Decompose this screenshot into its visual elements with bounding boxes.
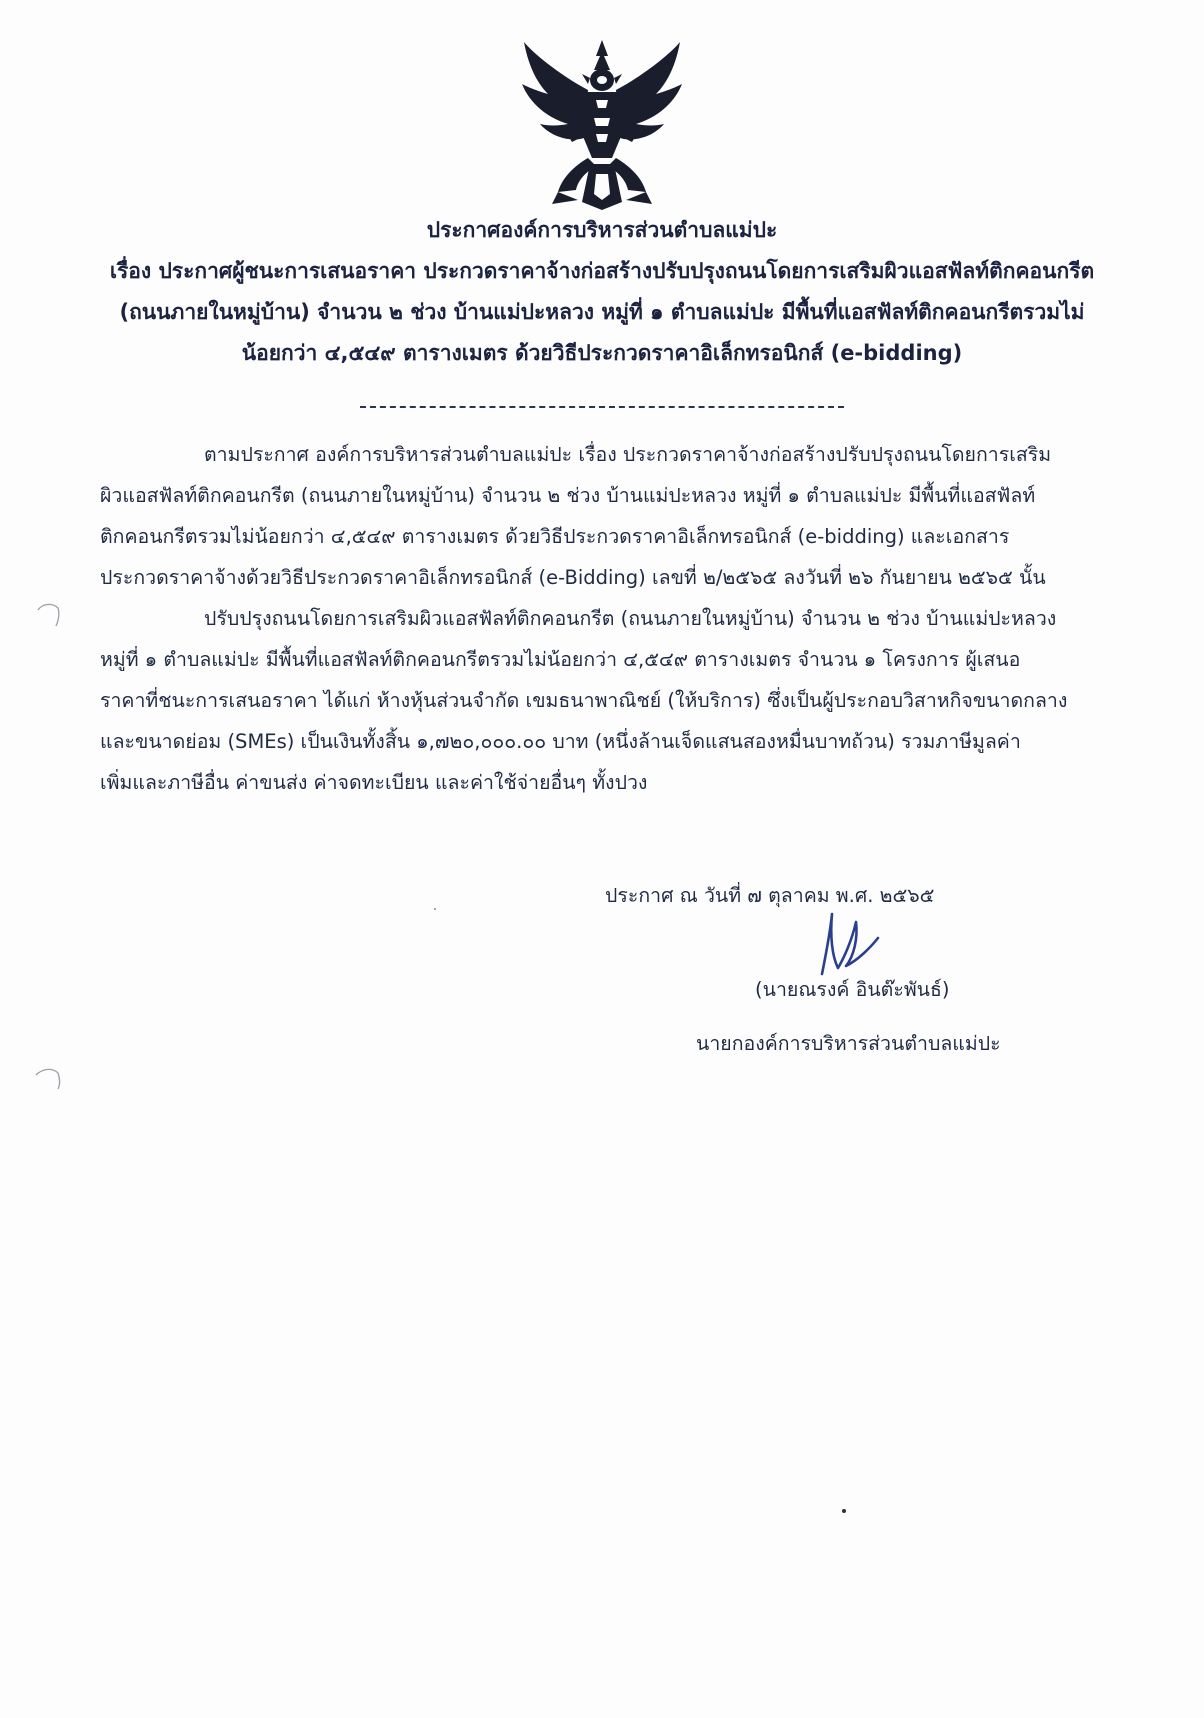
announcement-title (80, 210, 1124, 374)
title-line-subject-3: น้อยกว่า ๔,๕๔๙ ตารางเมตร ด้วยวิธีประกวดราคาอิเล็กทรอนิกส์ (e-bidding) (241, 341, 963, 365)
title-line-subject-1: เรื่อง ประกาศผู้ชนะการเสนอราคา ประกวดราคาจ้างก่อสร้างปรับปรุงถนนโดยการเสริมผิวแอสฟัลท์ติกคอนกรีต (109, 259, 1095, 283)
signatory-name: (นายณรงค์ อินต๊ะพันธ์) (755, 978, 950, 1001)
signatory-position: นายกองค์การบริหารส่วนตำบลแม่ปะ (696, 1032, 1001, 1055)
body-line: หมู่ที่ ๑ ตำบลแม่ปะ มีพื้นที่แอสฟัลท์ติกคอนกรีตรวมไม่น้อยกว่า ๔,๕๔๙ ตารางเมตร จำนวน ๑ โครงการ ผู้เสนอ (100, 648, 1021, 671)
body-line: ติกคอนกรีตรวมไม่น้อยกว่า ๔,๕๔๙ ตารางเมตร ด้วยวิธีประกวดราคาอิเล็กทรอนิกส์ (e-bidding) และเอกสาร (100, 525, 1010, 548)
body-line: ราคาที่ชนะการเสนอราคา ได้แก่ ห้างหุ้นส่วนจำกัด เขมธนาพาณิชย์ (ให้บริการ) ซึ่งเป็นผู้ประกอบวิสาหกิจขนาดกลาง (100, 689, 1068, 712)
body-line: เพิ่มและภาษีอื่น ค่าขนส่ง ค่าจดทะเบียน และค่าใช้จ่ายอื่นๆ ทั้งปวง (100, 771, 648, 794)
announcement-date: ประกาศ ณ วันที่ ๗ ตุลาคม พ.ศ. ๒๕๖๕ (605, 884, 935, 907)
garuda-emblem-icon (518, 34, 686, 212)
scan-speck (434, 908, 436, 910)
body-line: ตามประกาศ องค์การบริหารส่วนตำบลแม่ปะ เรื่อง ประกวดราคาจ้างก่อสร้างปรับปรุงถนนโดยการเสริม (204, 443, 1052, 466)
body-line: ผิวแอสฟัลท์ติกคอนกรีต (ถนนภายในหมู่บ้าน) จำนวน ๒ ช่วง บ้านแม่ปะหลวง หมู่ที่ ๑ ตำบลแม่ปะ มีพื้นที่แอสฟัลท์ (100, 484, 1036, 507)
punch-hole-mark (34, 600, 62, 628)
punch-hole-mark (34, 1065, 62, 1093)
announcement-body (100, 434, 1100, 803)
body-line: ประกวดราคาจ้างด้วยวิธีประกวดราคาอิเล็กทรอนิกส์ (e-Bidding) เลขที่ ๒/๒๕๖๕ ลงวันที่ ๒๖ กันยายน ๒๕๖๕ นั้น (100, 566, 1046, 589)
title-line-org: ประกาศองค์การบริหารส่วนตำบลแม่ปะ (426, 218, 778, 242)
scan-speck (842, 1509, 846, 1513)
title-divider (360, 406, 844, 408)
body-line: ปรับปรุงถนนโดยการเสริมผิวแอสฟัลท์ติกคอนกรีต (ถนนภายในหมู่บ้าน) จำนวน ๒ ช่วง บ้านแม่ปะหลวง (204, 607, 1057, 630)
handwritten-signature (808, 908, 888, 978)
title-line-subject-2: (ถนนภายในหมู่บ้าน) จำนวน ๒ ช่วง บ้านแม่ปะหลวง หมู่ที่ ๑ ตำบลแม่ปะ มีพื้นที่แอสฟัลท์ติกคอนกรีตรวมไม่ (119, 300, 1085, 324)
body-line: และขนาดย่อม (SMEs) เป็นเงินทั้งสิ้น ๑,๗๒๐,๐๐๐.๐๐ บาท (หนึ่งล้านเจ็ดแสนสองหมื่นบาทถ้วน) รวมภาษีมูลค่า (100, 730, 1021, 753)
